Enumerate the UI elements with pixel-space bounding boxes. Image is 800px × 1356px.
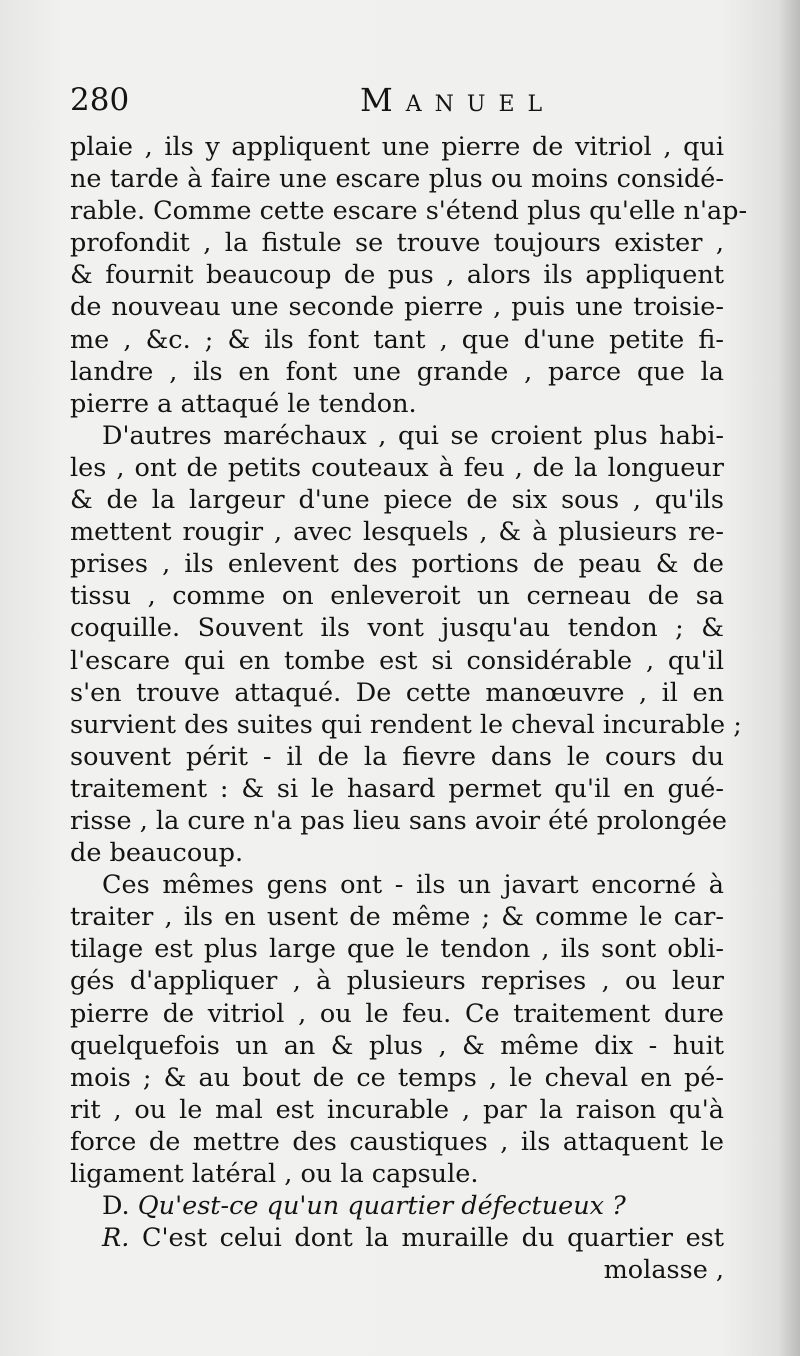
text-line: rable. Comme cette escare s'étend plus qu'elle n'ap- xyxy=(70,196,748,227)
text-line: mettent rougir , avec lesquels , & à plusieurs re- xyxy=(70,517,724,548)
text-line: pierre a attaqué le tendon. xyxy=(70,388,417,419)
answer-label: R. xyxy=(102,1223,130,1254)
text-line: quelquefois un an & plus , & même dix - huit xyxy=(70,1030,724,1061)
page-number: 280 xyxy=(70,82,130,118)
answer-text: C'est celui dont la muraille du quartier est xyxy=(142,1223,725,1254)
text-line: tissu , comme on enleveroit un cerneau de sa xyxy=(70,581,724,612)
text-line: plaie , ils y appliquent une pierre de vitriol , qui xyxy=(70,132,724,162)
text-line: force de mettre des caustiques , ils attaquent le xyxy=(70,1126,724,1157)
text-line: s'en trouve attaqué. De cette manœuvre , il en xyxy=(70,677,724,708)
question-text: Qu'est-ce qu'un quartier défectueux ? xyxy=(137,1191,626,1222)
text-line: rit , ou le mal est incurable , par la raison qu'à xyxy=(70,1094,724,1125)
text-line: profondit , la fistule se trouve toujours exister , xyxy=(70,228,724,259)
text-line: Ces mêmes gens ont - ils un javart encorné à xyxy=(102,870,724,901)
text-line: prises , ils enlevent des portions de peau & de xyxy=(70,549,724,580)
text-line: traiter , ils en usent de même ; & comme le car- xyxy=(70,902,724,933)
text-line: de nouveau une seconde pierre , puis une troisie- xyxy=(70,292,724,323)
catchword: molasse , xyxy=(603,1255,724,1286)
text-line: gés d'appliquer , à plusieurs reprises , ou leur xyxy=(70,966,724,997)
text-line: mois ; & au bout de ce temps , le cheval en pé- xyxy=(70,1062,724,1093)
text-line: souvent périt - il de la fievre dans le cours du xyxy=(70,741,724,772)
text-line: l'escare qui en tombe est si considérable , qu'il xyxy=(70,645,724,676)
body-text xyxy=(70,131,748,1286)
text-line: & de la largeur d'une piece de six sous , qu'ils xyxy=(70,485,724,516)
text-line: ligament latéral , ou la capsule. xyxy=(70,1159,479,1189)
answer-line xyxy=(70,1222,724,1254)
running-title: Manuel xyxy=(360,81,556,119)
page-header xyxy=(70,80,730,120)
text-line: tilage est plus large que le tendon , ils sont obli- xyxy=(70,934,724,965)
text-line: D'autres maréchaux , qui se croient plus habi- xyxy=(102,420,724,451)
text-line: landre , ils en font une grande , parce que la xyxy=(70,356,724,387)
text-line: de beaucoup. xyxy=(70,838,244,869)
text-line: me , &c. ; & ils font tant , que d'une petite fi- xyxy=(70,324,724,355)
text-line: pierre de vitriol , ou le feu. Ce traitement dure xyxy=(70,998,724,1029)
text-line: survient des suites qui rendent le cheval incurable ; xyxy=(70,709,742,740)
question-line xyxy=(70,1190,724,1222)
catchword-line xyxy=(70,1254,724,1286)
text-line: ne tarde à faire une escare plus ou moins considé- xyxy=(70,164,724,195)
text-line: les , ont de petits couteaux à feu , de la longueur xyxy=(70,452,724,483)
text-line: risse , la cure n'a pas lieu sans avoir été prolongée xyxy=(70,805,728,836)
text-line: coquille. Souvent ils vont jusqu'au tendon ; & xyxy=(70,613,724,644)
text-line: traitement : & si le hasard permet qu'il en gué- xyxy=(70,773,724,804)
page-gutter-shadow xyxy=(778,0,800,1356)
question-label: D. xyxy=(102,1191,130,1222)
text-line: & fournit beaucoup de pus , alors ils appliquent xyxy=(70,260,724,291)
